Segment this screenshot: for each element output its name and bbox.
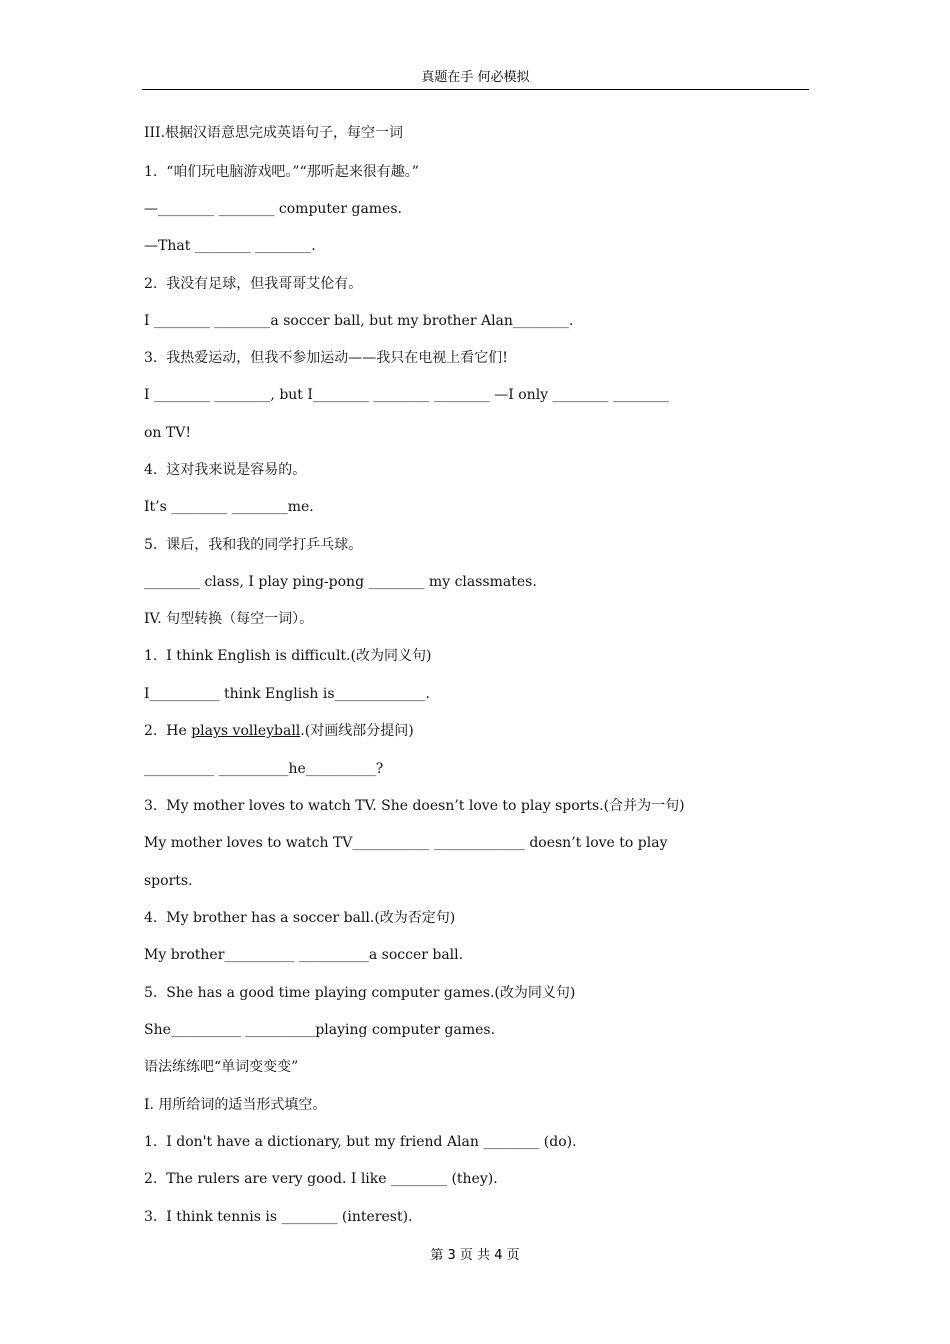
s3-q1-line2: —That ________ ________.	[144, 238, 316, 254]
s3-q4-line1: It’s ________ ________me.	[144, 499, 314, 515]
s4-q2-prompt-post: .(对画线部分提问)	[300, 723, 414, 739]
section-3-title: III.根据汉语意思完成英语句子，每空一词	[144, 125, 404, 141]
grammar-q2: 2. The rulers are very good. I like ________ (they).	[144, 1171, 498, 1187]
s4-q3-prompt: 3. My mother loves to watch TV. She doesn’t love to play sports.(合并为一句)	[144, 798, 685, 814]
page-header: 真题在手 何必模拟	[421, 70, 530, 85]
s4-q3-line1: My mother loves to watch TV___________ _____________ doesn’t love to play	[144, 835, 668, 851]
s4-q2-prompt-pre: 2. He	[144, 723, 192, 739]
s3-q3-prompt: 3. 我热爱运动，但我不参加运动——我只在电视上看它们!	[144, 350, 508, 366]
s4-q4-prompt: 4. My brother has a soccer ball.(改为否定句)	[144, 910, 456, 926]
s4-q1-prompt: 1. I think English is difficult.(改为同义句)	[144, 648, 432, 664]
s3-q3-line2: on TV!	[144, 425, 191, 441]
page-footer: 第 3 页 共 4 页	[430, 1248, 520, 1263]
s4-q5-line1: She__________ __________playing computer games.	[144, 1022, 496, 1038]
s3-q1-line1: —________ ________ computer games.	[144, 201, 402, 217]
s3-q5-line1: ________ class, I play ping-pong ________ my classmates.	[144, 574, 537, 590]
s3-q5-prompt: 5. 课后，我和我的同学打乒乓球。	[144, 537, 363, 553]
s3-q3-line1: I ________ ________, but I________ ________ ________ —I only ________ ________	[144, 387, 669, 403]
s4-q2-underlined-phrase: plays volleyball	[191, 723, 301, 739]
s3-q2-prompt: 2. 我没有足球，但我哥哥艾伦有。	[144, 276, 363, 292]
s4-q4-line1: My brother__________ __________a soccer ball.	[144, 947, 464, 963]
s4-q5-prompt: 5. She has a good time playing computer games.(改为同义句)	[144, 985, 576, 1001]
grammar-q3: 3. I think tennis is ________ (interest).	[144, 1209, 413, 1225]
grammar-part1-title: I. 用所给词的适当形式填空。	[144, 1097, 327, 1113]
grammar-heading: 语法练练吧“单词变变变”	[144, 1059, 299, 1075]
header-rule	[142, 89, 809, 90]
s4-q1-line1: I__________ think English is_____________.	[144, 686, 430, 702]
s4-q3-line2: sports.	[144, 873, 193, 889]
s3-q1-prompt: 1. “咱们玩电脑游戏吧。”“那听起来很有趣。”	[144, 164, 419, 180]
s3-q4-prompt: 4. 这对我来说是容易的。	[144, 462, 307, 478]
s4-q2-prompt	[144, 721, 414, 741]
grammar-q1: 1. I don't have a dictionary, but my friend Alan ________ (do).	[144, 1134, 577, 1150]
section-4-title: IV. 句型转换（每空一词）。	[144, 611, 314, 627]
s3-q2-line1: I ________ ________a soccer ball, but my brother Alan________.	[144, 313, 574, 329]
s4-q2-line1: __________ __________he__________?	[144, 761, 384, 777]
